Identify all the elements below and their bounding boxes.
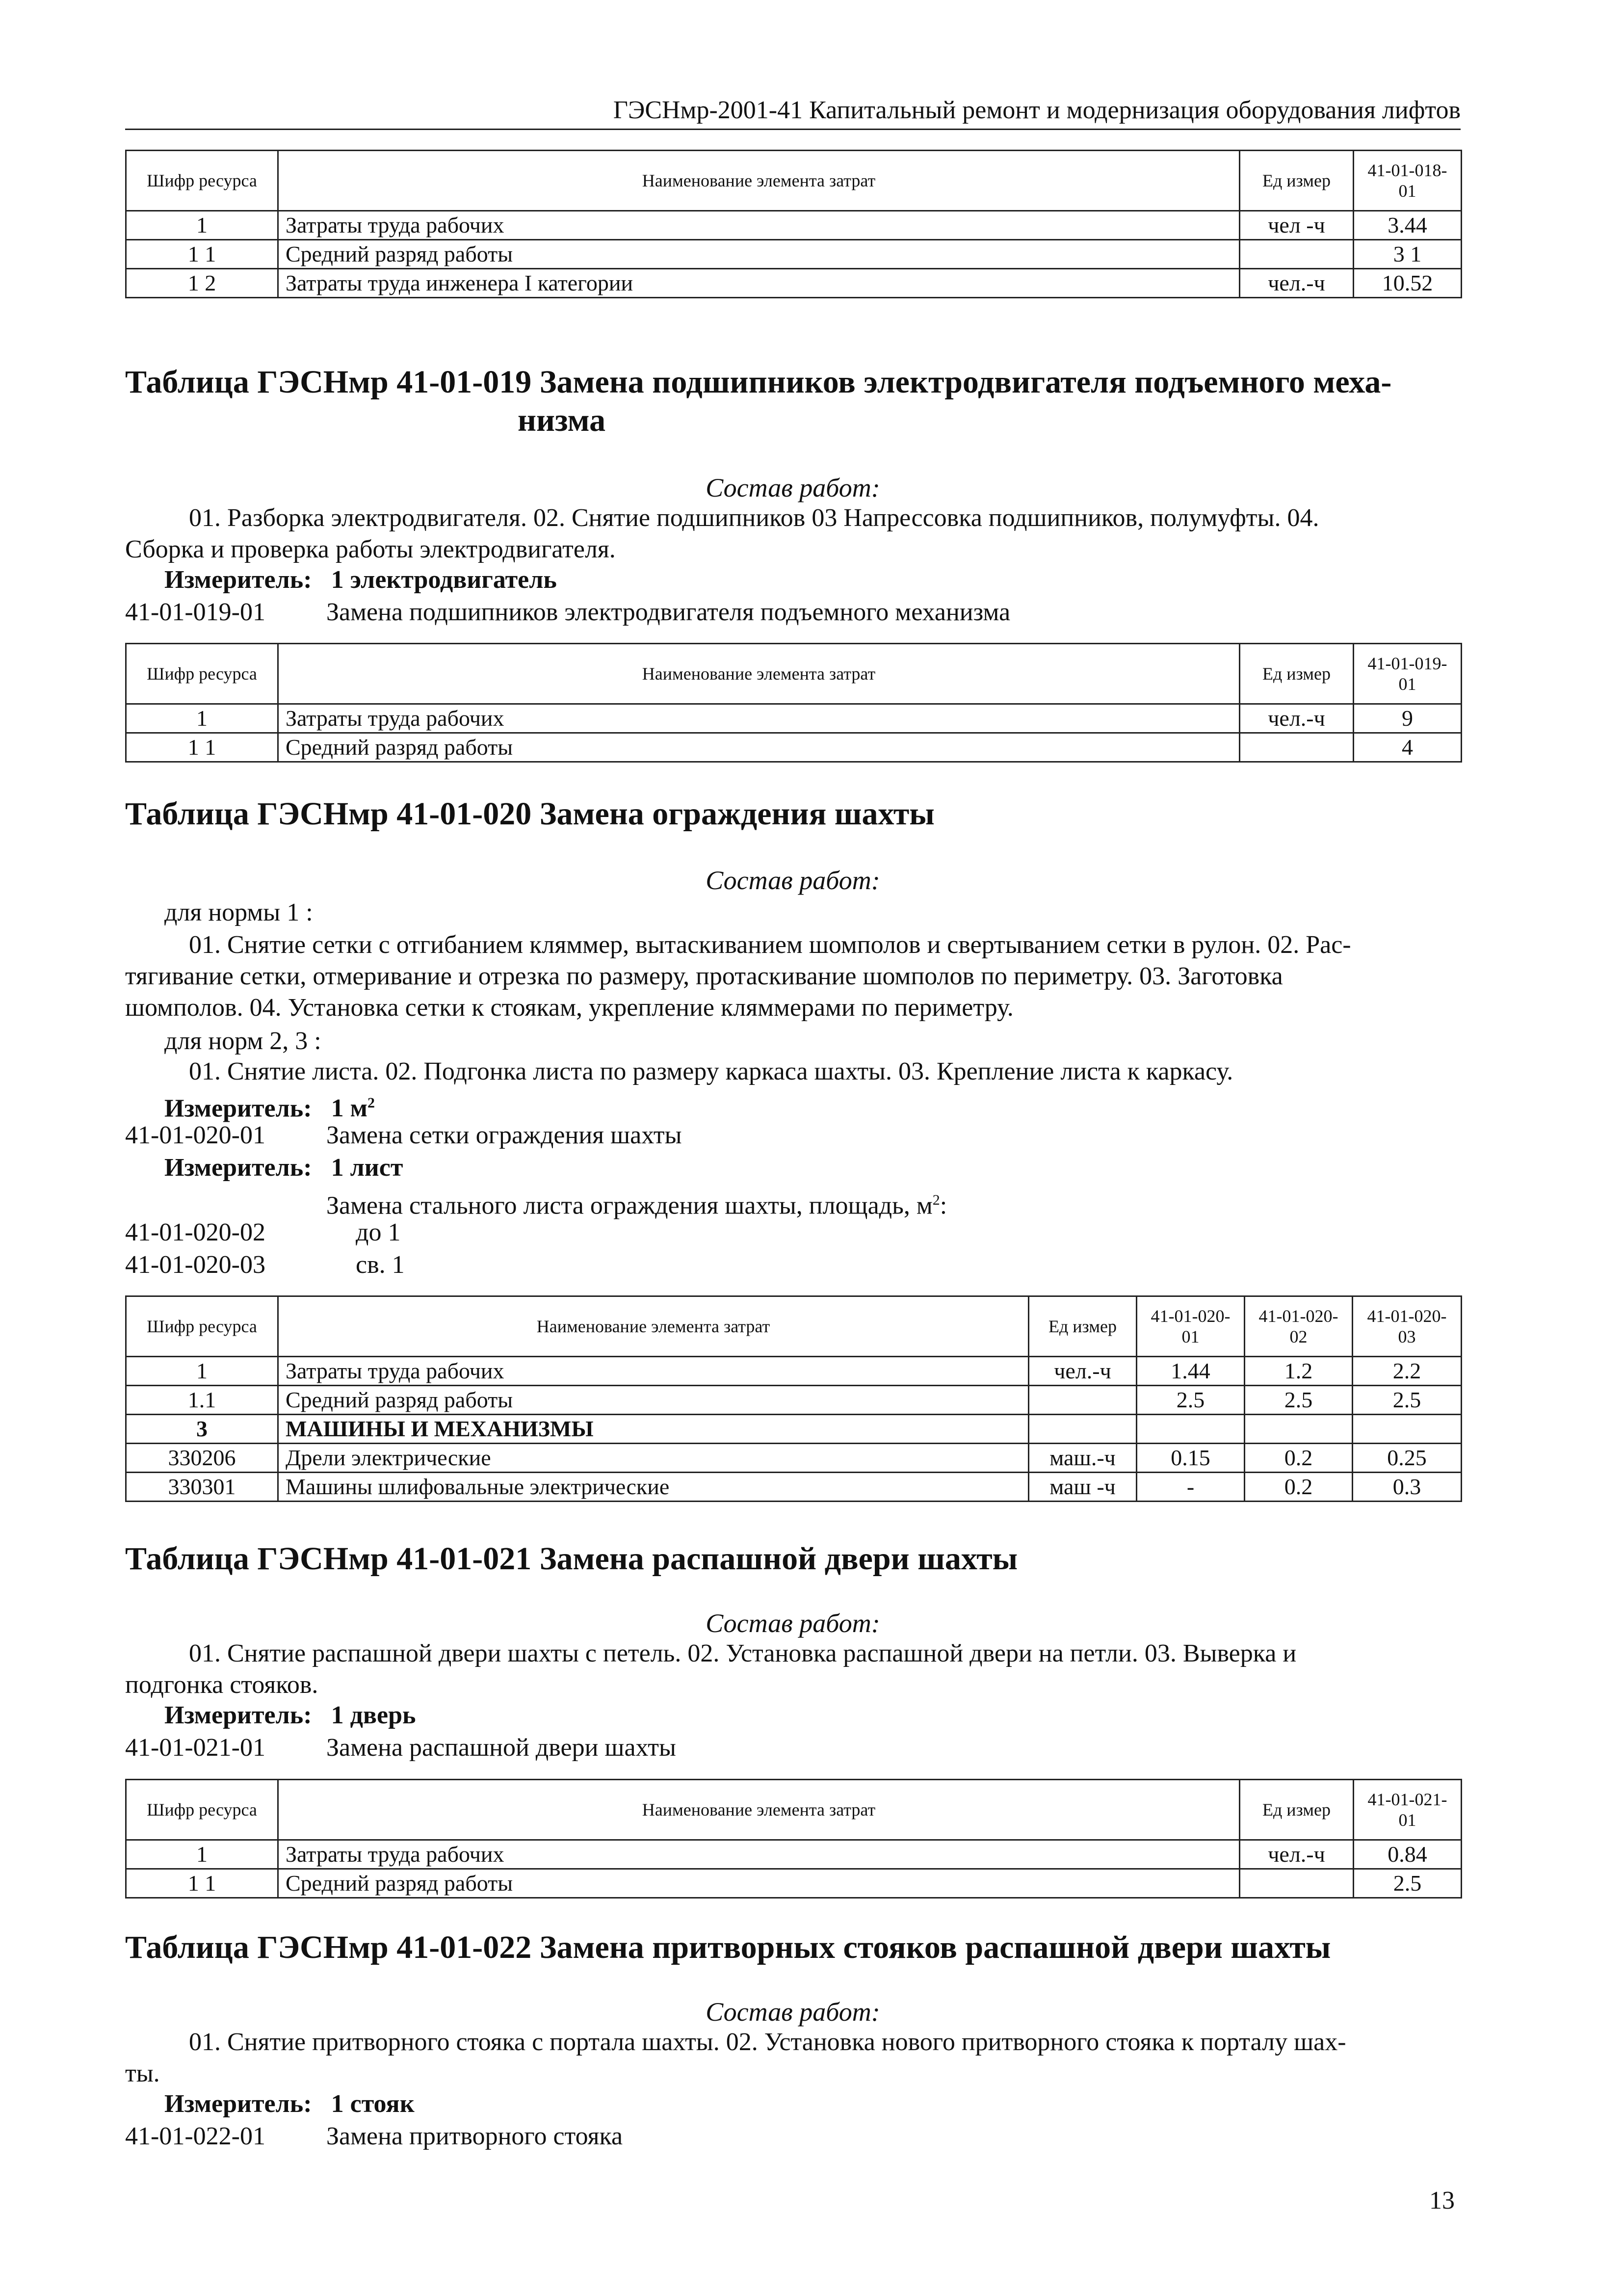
- measure-020-2: [164, 1152, 403, 1184]
- measure-020-1: [164, 1087, 375, 1124]
- cell-name: Средний разряд работы: [278, 240, 1240, 269]
- col-unit-header: Ед измер: [1240, 151, 1354, 211]
- text-line: 01. Снятие сетки с отгибанием кляммер, вытаскиванием шомполов и свертыванием сетки в рулон. 02. Рас-: [189, 931, 1351, 959]
- section-title-022: Таблица ГЭСНмр 41-01-022 Замена притворных стояков распашной двери шахты: [125, 1929, 1331, 1965]
- cell-value: 3.44: [1354, 211, 1462, 240]
- col-norm-header: 41-01-020-03: [1353, 1296, 1462, 1357]
- cell-code: 1: [126, 704, 278, 733]
- measure-label: Измеритель:: [164, 1701, 312, 1729]
- cell-name: Затраты труда рабочиx: [278, 704, 1240, 733]
- work-description: [125, 502, 1461, 565]
- cell-value: 2.5: [1354, 1869, 1462, 1898]
- col-unit-header: Ед измер: [1240, 644, 1354, 704]
- group-superscript: 2: [932, 1192, 940, 1208]
- cell-code: 330206: [126, 1444, 278, 1473]
- norm-code: 41-01-020-01: [125, 1121, 265, 1149]
- cell-name: Машины шлифовальные электрические: [278, 1473, 1029, 1502]
- table-header-row: [126, 1780, 1462, 1840]
- composition-heading: Состав работ:: [706, 1609, 880, 1638]
- norm-group-name: [326, 1185, 947, 1221]
- table-row: [126, 1444, 1462, 1473]
- norm-code: 41-01-020-03: [125, 1251, 265, 1279]
- cell-name: Средний разряд работы: [278, 733, 1240, 762]
- page-number: 13: [1429, 2187, 1455, 2215]
- cell-unit: маш.-ч: [1029, 1444, 1137, 1473]
- col-norm-header: 41-01-020-01: [1137, 1296, 1245, 1357]
- cell-value: 0.2: [1245, 1444, 1353, 1473]
- cell-value: 9: [1354, 704, 1462, 733]
- text-line: ты.: [125, 2059, 160, 2087]
- text-line: 01. Разборка электродвигателя. 02. Снятие подшипников 03 Напрессовка подшипников, полумуфты. 04.: [189, 504, 1319, 532]
- cell-value: 0.84: [1354, 1840, 1462, 1869]
- text-line: тягивание сетки, отмеривание и отрезка по размеру, протаскивание шомполов по периметру. 03. Заготовка: [125, 962, 1283, 990]
- cell-code: 1: [126, 211, 278, 240]
- composition-heading: Состав работ:: [706, 1997, 880, 2027]
- norm-code: 41-01-022-01: [125, 2122, 265, 2150]
- cell-unit: [1240, 240, 1354, 269]
- cell-value: [1137, 1415, 1245, 1444]
- cell-unit: [1029, 1386, 1137, 1415]
- cell-unit: маш -ч: [1029, 1473, 1137, 1502]
- measure-value: 1 стояк: [331, 2090, 415, 2118]
- text-line: 01. Снятие притворного стояка с портала шахты. 02. Установка нового притворного стояка к порталу шах-: [189, 2028, 1346, 2056]
- norm-name: Замена распашной двери шахты: [326, 1734, 676, 1762]
- header-rule: [125, 129, 1461, 130]
- col-norm-header: 41-01-019-01: [1354, 644, 1462, 704]
- cell-value: 2.2: [1353, 1357, 1462, 1386]
- norm-name: до 1: [356, 1218, 401, 1246]
- cell-unit: [1240, 1869, 1354, 1898]
- cell-value: 0.25: [1353, 1444, 1462, 1473]
- section-title-021: Таблица ГЭСНмр 41-01-021 Замена распашной двери шахты: [125, 1541, 1018, 1577]
- measure-021: [164, 1700, 416, 1731]
- table-row: [126, 1473, 1462, 1502]
- text-line: шомполов. 04. Установка сетки к стоякам, укрепление кляммерами по периметру.: [125, 994, 1014, 1022]
- section-title-020: Таблица ГЭСНмр 41-01-020 Замена ограждения шахты: [125, 796, 935, 832]
- cell-code: 1: [126, 1840, 278, 1869]
- cell-value: 2.5: [1245, 1386, 1353, 1415]
- cell-name: Средний разряд работы: [278, 1869, 1240, 1898]
- col-name-header: Наименование элемента затрат: [278, 644, 1240, 704]
- measure-label: Измеритель:: [164, 1154, 312, 1182]
- col-unit-header: Ед измер: [1029, 1296, 1137, 1357]
- cell-value: [1245, 1415, 1353, 1444]
- text-line: подгонка стояков.: [125, 1671, 318, 1699]
- table-row: [126, 1869, 1462, 1898]
- cell-value: 10.52: [1354, 269, 1462, 298]
- cell-value: -: [1137, 1473, 1245, 1502]
- cell-name: Дрели электрические: [278, 1444, 1029, 1473]
- for-norm-1: для нормы 1 :: [164, 898, 313, 926]
- measure-value: 1 электродвигатель: [331, 566, 557, 594]
- col-name-header: Наименование элемента затрат: [278, 151, 1240, 211]
- col-code-header: Шифр ресурса: [126, 1296, 278, 1357]
- work-description-2: [125, 1056, 1461, 1087]
- col-norm-header: 41-01-020-02: [1245, 1296, 1353, 1357]
- table-row: [126, 1357, 1462, 1386]
- norm-name: Замена притворного стояка: [326, 2122, 623, 2150]
- table-020: [125, 1295, 1462, 1502]
- measure-label: Измеритель:: [164, 2090, 312, 2118]
- measure-value: 1 м: [331, 1094, 368, 1123]
- cell-value: 4: [1354, 733, 1462, 762]
- measure-019: [164, 564, 557, 596]
- cell-code: 3: [126, 1415, 278, 1444]
- col-name-header: Наименование элемента затрат: [278, 1296, 1029, 1357]
- norm-name: св. 1: [356, 1251, 405, 1279]
- measure-022: [164, 2088, 415, 2120]
- table-row: [126, 704, 1462, 733]
- table-header-row: [126, 644, 1462, 704]
- cell-value: 0.3: [1353, 1473, 1462, 1502]
- composition-heading: Состав работ:: [706, 473, 880, 502]
- group-colon: :: [940, 1191, 947, 1220]
- cell-name: МАШИНЫ И МЕХАНИЗМЫ: [278, 1415, 1029, 1444]
- cell-unit: [1029, 1415, 1137, 1444]
- norm-name: Замена подшипников электродвигателя подъемного механизма: [326, 598, 1011, 626]
- table-row: [126, 211, 1462, 240]
- norm-code: 41-01-020-02: [125, 1218, 265, 1246]
- table-row: [126, 1840, 1462, 1869]
- title-line: Таблица ГЭСНмр 41-01-019 Замена подшипников электродвигателя подъемного меха-: [125, 364, 1392, 400]
- cell-code: 330301: [126, 1473, 278, 1502]
- cell-code: 1 1: [126, 240, 278, 269]
- table-row: [126, 240, 1462, 269]
- table-row: [126, 1415, 1462, 1444]
- cell-value: 2.5: [1137, 1386, 1245, 1415]
- cell-unit: чел.-ч: [1240, 269, 1354, 298]
- section-title-019: [125, 363, 1461, 440]
- cell-code: 1 1: [126, 1869, 278, 1898]
- cell-unit: [1240, 733, 1354, 762]
- col-code-header: Шифр ресурса: [126, 151, 278, 211]
- cell-value: 1.44: [1137, 1357, 1245, 1386]
- text-line: Сборка и проверка работы электродвигателя.: [125, 535, 616, 563]
- col-unit-header: Ед измер: [1240, 1780, 1354, 1840]
- cell-unit: чел.-ч: [1240, 704, 1354, 733]
- title-line: низма: [518, 402, 606, 438]
- cell-name: Затраты труда рабочих: [278, 1357, 1029, 1386]
- cell-name: Затраты труда рабочих: [278, 1840, 1240, 1869]
- cell-code: 1 1: [126, 733, 278, 762]
- cell-code: 1.1: [126, 1386, 278, 1415]
- col-norm-header: 41-01-021-01: [1354, 1780, 1462, 1840]
- norm-code: 41-01-021-01: [125, 1734, 265, 1762]
- col-name-header: Наименование элемента затрат: [278, 1780, 1240, 1840]
- table-019: [125, 643, 1462, 763]
- norm-code: 41-01-019-01: [125, 598, 265, 626]
- cell-name: Затраты труда инженера I категории: [278, 269, 1240, 298]
- page-header: ГЭСНмр-2001-41 Капитальный ремонт и модернизация оборудования лифтов: [613, 96, 1461, 124]
- table-row: [126, 269, 1462, 298]
- col-code-header: Шифр ресурса: [126, 644, 278, 704]
- cell-code: 1: [126, 1357, 278, 1386]
- cell-value: 0.2: [1245, 1473, 1353, 1502]
- cell-value: 0.15: [1137, 1444, 1245, 1473]
- table-row: [126, 1386, 1462, 1415]
- measure-value: 1 лист: [331, 1154, 403, 1182]
- work-description: [125, 1638, 1461, 1701]
- col-code-header: Шифр ресурса: [126, 1780, 278, 1840]
- composition-heading: Состав работ:: [706, 866, 880, 895]
- table-header-row: [126, 151, 1462, 211]
- text-line: 01. Снятие распашной двери шахты с петель. 02. Установка распашной двери на петли. 03. Выверка и: [189, 1639, 1297, 1667]
- work-description: [125, 2027, 1461, 2089]
- for-norm-2-3: для норм 2, 3 :: [164, 1027, 321, 1055]
- text-line: 01. Снятие листа. 02. Подгонка листа по размеру каркаса шахты. 03. Крепление листа к каркасу.: [189, 1057, 1233, 1085]
- cell-unit: чел -ч: [1240, 211, 1354, 240]
- col-norm-header: 41-01-018-01: [1354, 151, 1462, 211]
- table-021: [125, 1779, 1462, 1899]
- table-header-row: [126, 1296, 1462, 1357]
- cell-name: Средний разряд работы: [278, 1386, 1029, 1415]
- table-018: [125, 150, 1462, 298]
- cell-unit: чел.-ч: [1029, 1357, 1137, 1386]
- cell-value: 3 1: [1354, 240, 1462, 269]
- measure-label: Измеритель:: [164, 1094, 312, 1123]
- norm-name: Замена сетки ограждения шахты: [326, 1121, 682, 1149]
- group-text: Замена стального листа ограждения шахты, площадь, м: [326, 1191, 933, 1220]
- table-row: [126, 733, 1462, 762]
- cell-name: Затраты труда рабочих: [278, 211, 1240, 240]
- measure-value: 1 дверь: [331, 1701, 416, 1729]
- cell-value: 1.2: [1245, 1357, 1353, 1386]
- cell-unit: чел.-ч: [1240, 1840, 1354, 1869]
- cell-value: 2.5: [1353, 1386, 1462, 1415]
- measure-superscript: 2: [367, 1095, 375, 1111]
- cell-value: [1353, 1415, 1462, 1444]
- cell-code: 1 2: [126, 269, 278, 298]
- measure-label: Измеритель:: [164, 566, 312, 594]
- work-description: [125, 929, 1461, 1024]
